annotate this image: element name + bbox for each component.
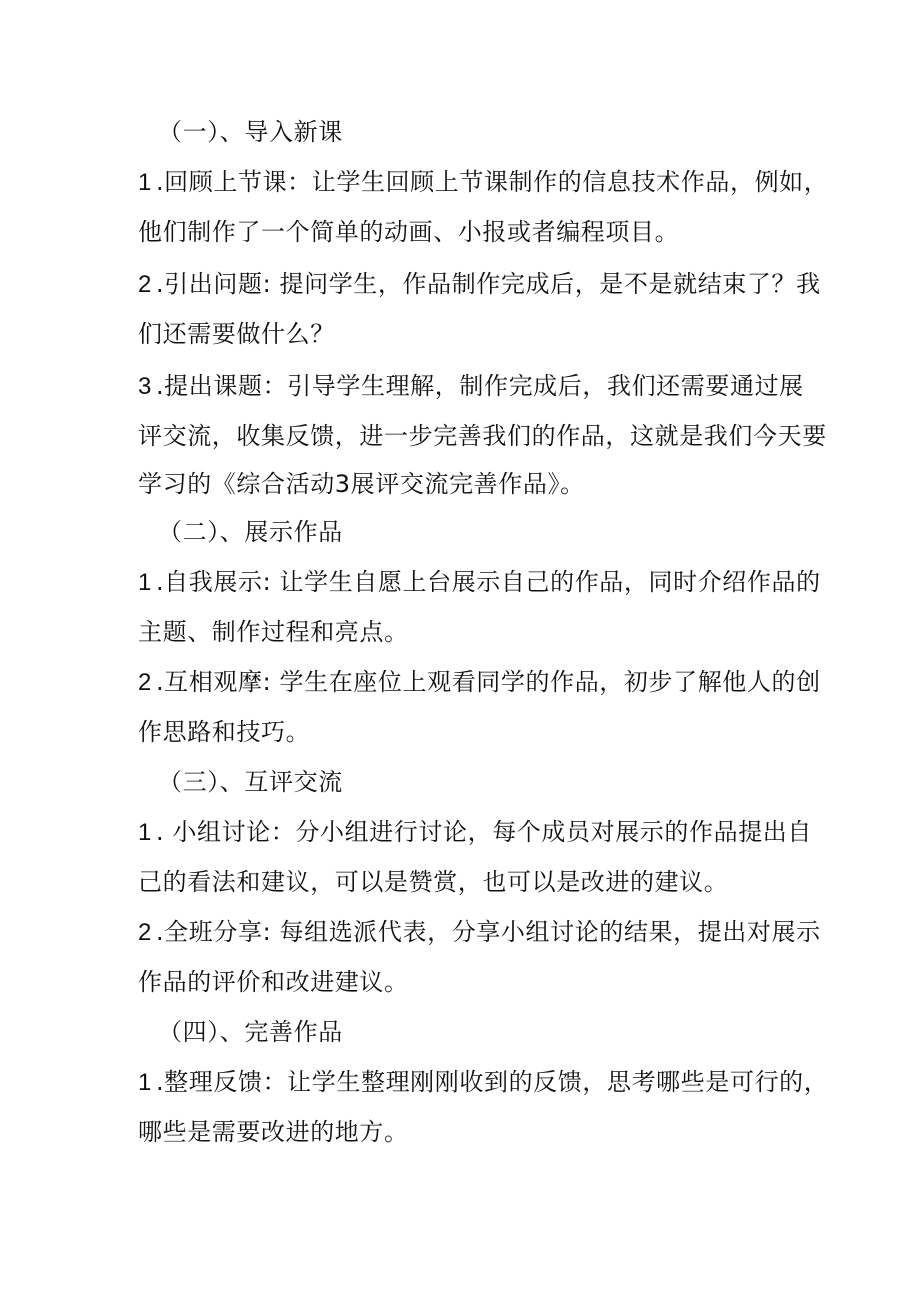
item-number: 1 (138, 819, 152, 846)
paragraph-text: .互相观摩: 学生在座位上观看同学的作品，初步了解他人的创 (155, 668, 821, 696)
paragraph-line (138, 566, 821, 599)
section-heading: （二）、展示作品 (158, 518, 343, 546)
paragraph-line: 主题、制作过程和亮点。 (138, 618, 409, 646)
item-number: 3 (138, 373, 152, 400)
paragraph-text: .引出问题: 提问学生，作品制作完成后，是不是就结束了？我 (155, 270, 821, 298)
item-number: 1 (138, 1069, 152, 1096)
paragraph-line: 他们制作了一个简单的动画、小报或者编程项目。 (138, 218, 680, 246)
item-number: 2 (138, 919, 152, 946)
section-heading: （一）、导入新课 (158, 118, 343, 146)
paragraph-line: 己的看法和建议，可以是赞赏，也可以是改进的建议。 (138, 868, 729, 896)
paragraph-text: .整理反馈：让学生整理刚刚收到的反馈，思考哪些是可行的， (155, 1068, 829, 1096)
paragraph-text: .全班分享: 每组选派代表，分享小组讨论的结果，提出对展示 (155, 918, 821, 946)
paragraph-text: . 小组讨论：分小组进行讨论，每个成员对展示的作品提出自 (155, 818, 813, 846)
paragraph-line (138, 1066, 828, 1099)
paragraph-line (138, 370, 804, 403)
paragraph-line: 学习的《综合活动3展评交流完善作品》。 (138, 470, 585, 498)
item-number: 2 (138, 669, 152, 696)
section-heading: （三）、互评交流 (158, 768, 343, 796)
item-number: 1 (138, 169, 152, 196)
paragraph-line (138, 916, 821, 949)
paragraph-line (138, 166, 828, 199)
paragraph-text: .自我展示: 让学生自愿上台展示自己的作品，同时介绍作品的 (155, 568, 821, 596)
paragraph-line: 作思路和技巧。 (138, 718, 311, 746)
paragraph-line (138, 268, 821, 301)
paragraph-line: 们还需要做什么？ (138, 320, 335, 348)
item-number: 2 (138, 271, 152, 298)
paragraph-text: .回顾上节课：让学生回顾上节课制作的信息技术作品，例如， (155, 168, 829, 196)
paragraph-text: .提出课题：引导学生理解，制作完成后，我们还需要通过展 (155, 372, 804, 400)
item-number: 1 (138, 569, 152, 596)
paragraph-line: 作品的评价和改进建议。 (138, 968, 409, 996)
paragraph-line: 哪些是需要改进的地方。 (138, 1118, 409, 1146)
paragraph-line (138, 666, 821, 699)
section-heading: （四）、完善作品 (158, 1018, 343, 1046)
paragraph-line (138, 816, 812, 849)
paragraph-line: 评交流，收集反馈，进一步完善我们的作品，这就是我们今天要 (138, 422, 827, 450)
